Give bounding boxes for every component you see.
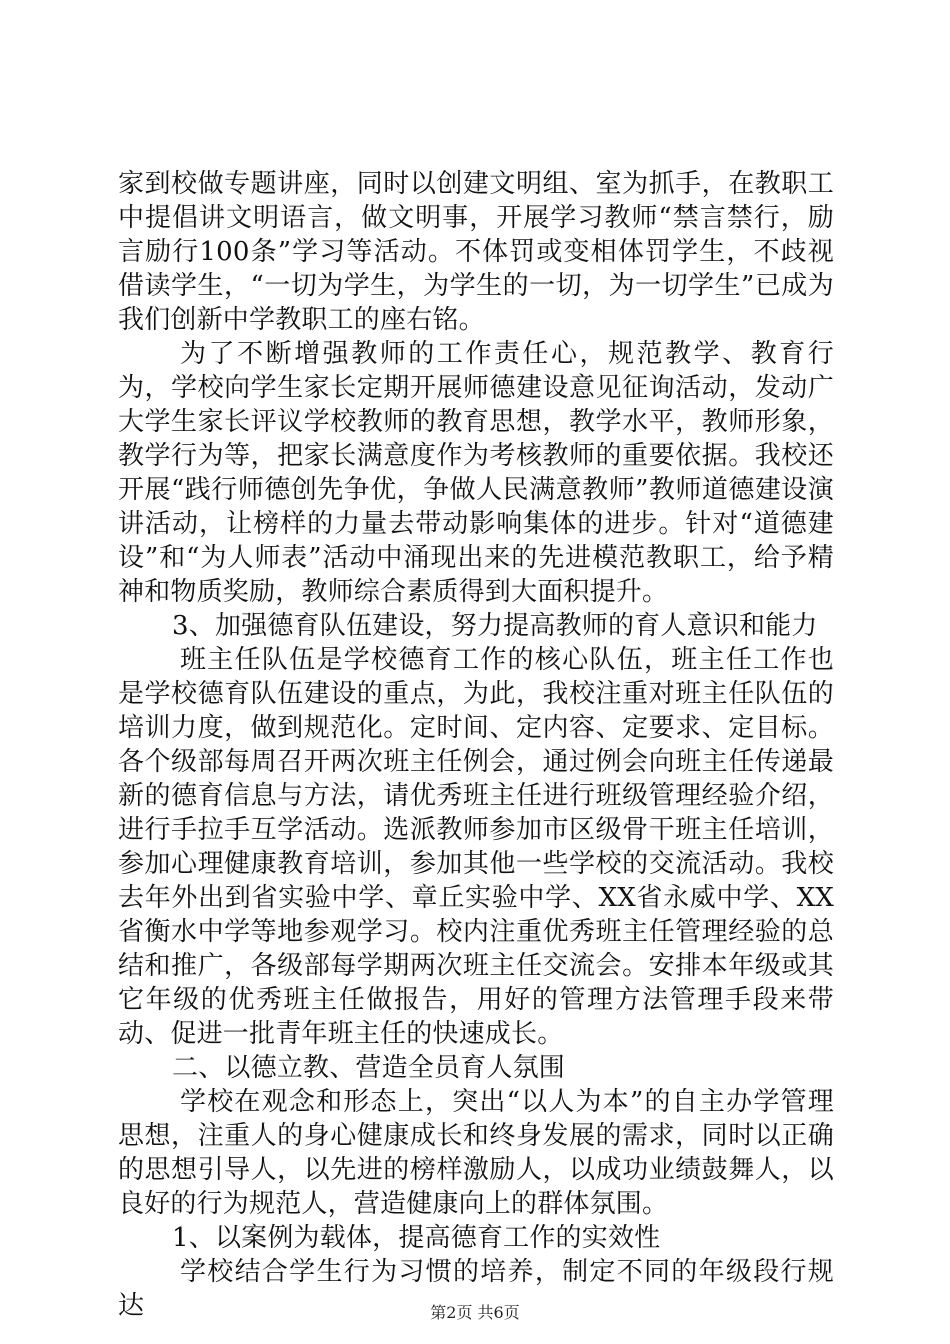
page-footer: 第2页 共6页 <box>430 1303 520 1322</box>
section-heading-3: 3、加强德育队伍建设，努力提高教师的育人意识和能力 <box>172 611 818 641</box>
paragraph-teacher-ethics: 为了不断增强教师的工作责任心，规范教学、教育行为，学校向学生家长定期开展师德建设意见征询活动，发动广大学生家长评议学校教师的教育思想，教学水平，教师形象，教学行为等，把家长满意度作为考核教师的重要依据。我校还开展“践行师德创先争优，争做人民满意教师”教师道德建设演讲活动，让榜样的力量去带动影响集体的进步。针对“道德建设”和“为人师表”活动中涌现出来的先进模范教职工，给予精神和物质奖励，教师综合素质得到大面积提升。 <box>118 339 834 607</box>
paragraph-continuation: 家到校做专题讲座，同时以创建文明组、室为抓手，在教职工中提倡讲文明语言，做文明事，开展学习教师“禁言禁行，励言励行100条”学习等活动。不体罚或变相体罚学生，不歧视借读学生，“一切为学生，为学生的一切，为一切学生”已成为我们创新中学教职工的座右铭。 <box>118 169 834 335</box>
paragraph-student-habits: 学校结合学生行为习惯的培养，制定不同的年级段行规达 <box>118 1257 834 1321</box>
document-body <box>118 167 834 1323</box>
section-heading-1: 1、以案例为载体，提高德育工作的实效性 <box>172 1223 661 1253</box>
section-heading-2: 二、以德立教、营造全员育人氛围 <box>172 1053 566 1083</box>
paragraph-class-teachers: 班主任队伍是学校德育工作的核心队伍，班主任工作也是学校德育队伍建设的重点，为此，我校注重对班主任队伍的培训力度，做到规范化。定时间、定内容、定要求、定目标。各个级部每周召开两次班主任例会，通过例会向班主任传递最新的德育信息与方法，请优秀班主任进行班级管理经验介绍，进行手拉手互学活动。选派教师参加市区级骨干班主任培训，参加心理健康教育培训，参加其他一些学校的交流活动。我校去年外出到省实验中学、章丘实验中学、XX省永威中学、XX省衡水中学等地参观学习。校内注重优秀班主任管理经验的总结和推广，各级部每学期两次班主任交流会。安排本年级或其它年级的优秀班主任做报告，用好的管理方法管理手段来带动、促进一批青年班主任的快速成长。 <box>118 645 834 1049</box>
paragraph-people-oriented: 学校在观念和形态上，突出“以人为本”的自主办学管理思想，注重人的身心健康成长和终身发展的需求，同时以正确的思想引导人，以先进的榜样激励人，以成功业绩鼓舞人，以良好的行为规范人，营造健康向上的群体氛围。 <box>118 1087 834 1219</box>
